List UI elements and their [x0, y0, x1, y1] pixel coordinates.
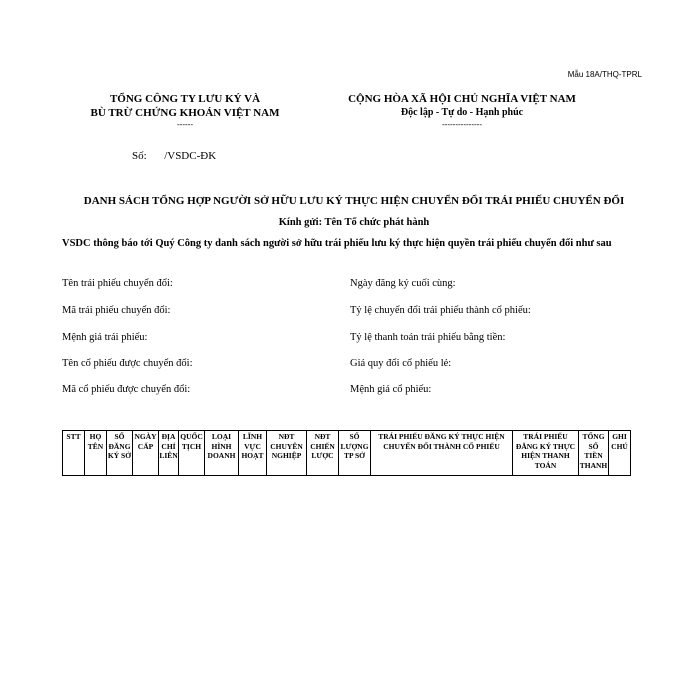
field-record-date: Ngày đăng ký cuối cùng: — [350, 278, 456, 289]
form-code: Mẫu 18A/THQ-TPRL — [567, 70, 642, 79]
national-separator: --------------- — [442, 120, 482, 129]
doc-number — [132, 150, 216, 162]
col-professional-investor: NĐT CHUYÊN NGHIỆP — [267, 431, 307, 476]
col-notes: GHI CHÚ — [609, 431, 631, 476]
col-stt: STT — [63, 431, 85, 476]
field-share-par-value: Mệnh giá cổ phiếu: — [350, 384, 432, 395]
national-title: CỘNG HÒA XÃ HỘI CHỦ NGHĨA VIỆT NAM — [348, 93, 576, 105]
col-bond-quantity: SỐ LƯỢNG TP SỞ — [339, 431, 371, 476]
issuer-header — [60, 92, 310, 129]
col-registration-no: SỐ ĐĂNG KÝ SỞ — [107, 431, 133, 476]
notice-paragraph: VSDC thông báo tới Quý Công ty danh sách người sở hữu trái phiếu lưu ký thực hiện quyền trái phiếu chuyển đổi như sau — [62, 238, 612, 249]
doc-number-value: /VSDC-ĐK — [164, 150, 217, 162]
field-cash-payment-ratio: Tỷ lệ thanh toán trái phiếu bằng tiền: — [350, 332, 506, 343]
col-business-type: LOẠI HÌNH DOANH — [205, 431, 239, 476]
doc-number-label: Số: — [132, 150, 147, 162]
issuer-name-line1: TỔNG CÔNG TY LƯU KÝ VÀ — [109, 93, 261, 105]
issuer-separator: ------ — [177, 120, 193, 129]
field-bond-par-value: Mệnh giá trái phiếu: — [62, 332, 148, 343]
document-title: DANH SÁCH TỔNG HỢP NGƯỜI SỞ HỮU LƯU KÝ THỰC HIỆN CHUYỂN ĐỔI TRÁI PHIẾU CHUYỂN ĐỔI — [83, 195, 625, 207]
national-motto: Độc lập - Tự do - Hạnh phúc — [400, 107, 524, 118]
field-conversion-ratio: Tỷ lệ chuyển đổi trái phiếu thành cổ phiếu: — [350, 305, 531, 316]
issuer-name-line2: BÙ TRỪ CHỨNG KHOÁN VIỆT NAM — [90, 107, 280, 119]
recipient-line: Kính gửi: Tên Tổ chức phát hành — [278, 217, 430, 228]
field-share-code: Mã cổ phiếu được chuyển đổi: — [62, 384, 191, 395]
col-strategic-investor: NĐT CHIẾN LƯỢC — [307, 431, 339, 476]
col-address: ĐỊA CHỈ LIÊN — [159, 431, 179, 476]
col-bonds-for-conversion: TRÁI PHIẾU ĐĂNG KÝ THỰC HIỆN CHUYỂN ĐỔI THÀNH CỔ PHIẾU — [371, 431, 513, 476]
national-header — [322, 92, 602, 129]
col-bonds-for-cash-payment: TRÁI PHIẾU ĐĂNG KÝ THỰC HIỆN THANH TOÁN — [513, 431, 579, 476]
field-odd-share-price: Giá quy đổi cổ phiếu lẻ: — [350, 358, 452, 369]
field-bond-code: Mã trái phiếu chuyển đổi: — [62, 305, 171, 316]
col-full-name: HỌ TÊN — [85, 431, 107, 476]
col-nationality: QUỐC TỊCH — [179, 431, 205, 476]
col-business-field: LĨNH VỰC HOẠT — [239, 431, 267, 476]
field-bond-name: Tên trái phiếu chuyển đổi: — [62, 278, 173, 289]
col-issue-date: NGÀY CẤP — [133, 431, 159, 476]
field-share-name: Tên cổ phiếu được chuyển đổi: — [62, 358, 193, 369]
table-header-row — [63, 431, 631, 476]
col-total-cash: TỔNG SỐ TIỀN THANH — [579, 431, 609, 476]
holders-table — [62, 430, 631, 476]
